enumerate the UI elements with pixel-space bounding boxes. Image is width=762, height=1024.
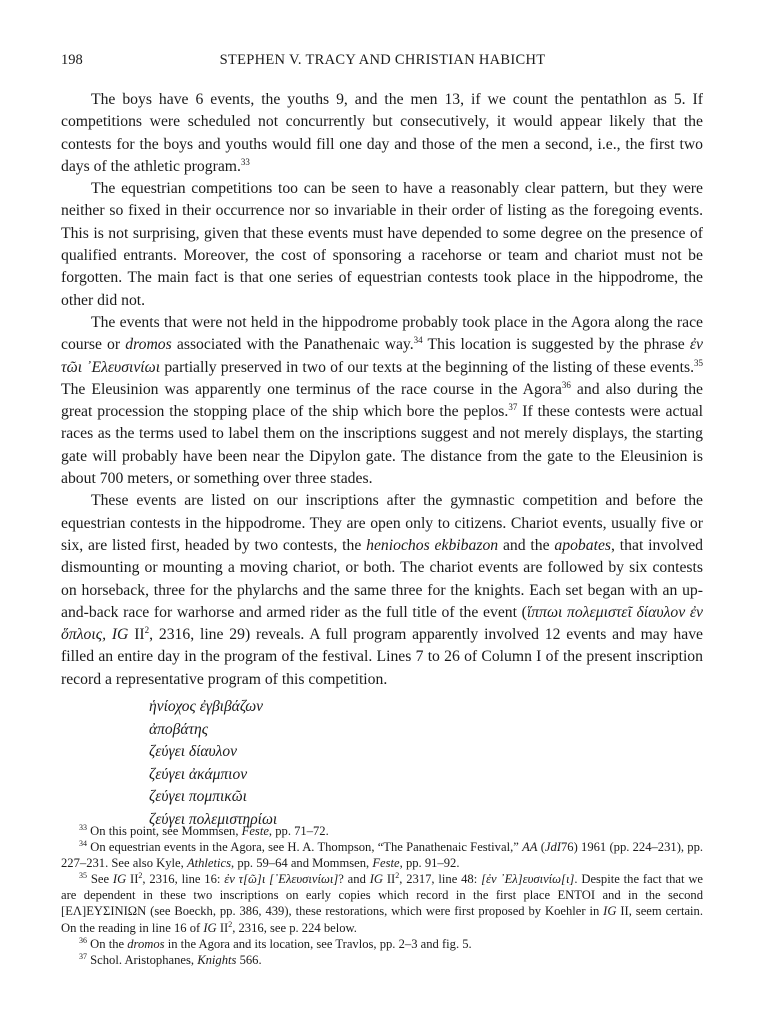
footnote-36 [61,936,703,952]
footnote-title: JdI [544,840,561,855]
body-text [61,89,703,691]
footnote-text: Schol. Aristophanes, [90,952,195,967]
footnote-number: 35 [79,871,87,881]
event-list-item: ζεύγει ἀκάμπιον [149,765,248,783]
superscript: 2 [395,871,400,881]
footnote-text: , pp. 71–72. [268,824,329,838]
abbr-ig: IG [603,904,617,919]
footnote-text: ? and [338,872,366,887]
footnote-number: 37 [79,951,87,961]
abbr-ig: IG [203,920,217,935]
event-list-item: ζεύγει πομπικῶι [149,788,247,806]
footnote-text: 76) 1961 (pp. 224–231), pp. 227–231. See also Kyle, [61,840,704,871]
footnote-text: II, seem certain. On the reading in line 16 of [61,904,703,935]
paragraph-text: The events that were not held in the hippodrome probably took place in the Agora along the race course or [61,313,703,354]
term-apobates: apobates [554,536,612,554]
greek-phrase: ἐν τῶι ᾿Ελευσινίωι [61,336,704,376]
footnote-text: in the Agora and its location, see Travlos, pp. 2–3 and fig. 5. [167,936,472,951]
paragraph-boys-youths-men [61,89,703,178]
greek-phrase: ἐν τ[ῶ]ι [᾿Ελευσινίωι] [224,872,339,887]
paragraph-text: The Eleusinion was apparently one terminus of the race course in the Agora [61,380,562,398]
paragraph-text: and the [502,536,550,554]
footnote-number: 34 [79,838,87,848]
footnote-text: , pp. 59–64 and Mommsen, [231,856,370,871]
paragraph-text: partially preserved in two of our texts at the beginning of the listing of these events. [164,358,695,376]
footnote-number: 33 [79,822,87,832]
paragraph-text: This location is suggested by the phrase [427,336,685,354]
paragraph-text: associated with the Panathenaic way. [176,336,414,354]
footnote-title: Feste [241,824,269,838]
paragraph-text: and also during the great procession the stopping place of the ship which bore the peplos. [61,380,704,421]
paragraph-equestrian: The equestrian competitions too can be seen to have a reasonably clear pattern, but they were neither so fixed in their occurrence nor so invariable in their order of listing as the foregoing events. This is not surprising, given that these events must have depended to some degree on the presence of qualified entrants. Moreover, the cost of sponsoring a racehorse or team and chariot must not be forgotten. The main fact is that one series of equestrian contests took place in the hippodrome, the other did not. [61,180,703,309]
footnote-title: Athletics [186,856,232,871]
footnote-title: dromos [127,936,165,951]
event-list-item: ζεύγει πολεμιστηρίωι [149,810,278,828]
event-list-item: ἀποβάτης [149,720,209,738]
greek-phrase: ἵππωι πολεμιστεῖ δίαυλον ἐν ὅπλοις, [61,603,703,644]
footnote-ref-33: 33 [240,156,250,167]
paragraph-agora-events [61,312,703,490]
abbr-ig: IG [111,626,129,644]
running-head [61,52,704,74]
footnote-ref-34: 34 [413,335,423,346]
paragraph-text: , 2316, line 29) reveals. A full program apparently involved 12 events and may have filled an entire day in the program of the festival. Lines 7 to 26 of Column I of the present inscription record a representative program of this competition. [61,626,704,688]
page-number: 198 [61,52,83,68]
abbr-ig: IG [112,872,127,887]
footnote-text: . Despite the fact that we are dependent in these two inscriptions on early copies which record in the first place ΕΝΤΟΙ and in the second [ΕΛ]ΕΥΣΙΝΙΩΝ (see Boeckh, pp. 386, 439), these restorations, which were first proposed by Koehler in [61,872,703,919]
term-dromos: dromos [125,336,172,354]
event-list [149,696,277,832]
footnote-35 [61,871,703,935]
footnote-text: On this point, see Mommsen, [90,824,239,838]
superscript: 2 [228,919,233,929]
footnote-ref-35: 35 [694,357,704,368]
paragraph-text: If these contests were actual races as the terms used to label them on the inscriptions suggest and not merely displays, the starting gate will probably have been near the Dipylon gate. The distance from the gate to the Eleusinion is about 700 meters, or something over three stades. [61,403,703,488]
footnotes [61,823,703,968]
superscript: 2 [144,624,150,635]
paragraph-chariot-events [61,490,703,691]
footnote-text: II [130,872,139,887]
footnote-number: 36 [79,935,87,945]
footnote-text: , 2317, line 48: [399,872,478,887]
footnote-text: , 2316, see p. 224 below. [232,920,357,935]
footnote-text: 566. [239,952,262,967]
footnote-text: II [219,920,229,935]
paragraph-text: These events are listed on our inscriptions after the gymnastic competition and before the equestrian contests in the hippodrome. They are open only to citizens. Chariot events, usually five or six, are listed first, headed by two contests, the [61,492,703,554]
event-list-item: ἡνίοχος ἐγβιβάζων [149,698,264,715]
footnote-text: See [90,872,110,887]
footnote-ref-36: 36 [561,379,571,390]
abbr-ig: IG [369,872,384,887]
footnote-title: AA [522,840,538,855]
event-list-item: ζεύγει δίαυλον [149,743,237,761]
footnote-text: , pp. 91–92. [399,856,460,871]
footnote-title: Feste [372,856,400,871]
superscript: 2 [138,871,143,881]
footnote-ref-37: 37 [508,401,518,412]
paragraph-text: The boys have 6 events, the youths 9, and the men 13, if we count the pentathlon as 5. If competitions were scheduled not concurrently but consecutively, it would appear likely that the contests for the boys and youths would fill one day and those of the men a second, i.e., the first two days of the athletic program. [61,91,703,175]
footnote-text: , 2316, line 16: [142,872,221,887]
paragraph-text: , that involved dismounting or mounting a moving chariot, or both. The chariot events are followed by six contests on horseback, three for the phylarchs and the same three for the knights. Each set began with an up-and-back race for warhorse and armed rider as the full title of the event ( [61,536,704,621]
footnote-text: II [386,872,396,887]
footnote-34 [61,839,703,871]
greek-phrase: [ἐν ᾿Ελ]ευσινίω[ι] [481,872,575,887]
term-heniochos: heniochos ekbibazon [366,536,499,554]
running-title: STEPHEN V. TRACY AND CHRISTIAN HABICHT [219,52,546,68]
paragraph-text: II [134,626,145,644]
footnote-37 [61,952,703,968]
footnote-text: ( [540,840,545,855]
footnote-text: On equestrian events in the Agora, see H. A. Thompson, “The Panathenaic Festival,” [90,840,519,855]
footnote-text: On the [90,936,125,951]
footnote-33 [61,823,703,839]
footnote-title: Knights [197,952,237,967]
